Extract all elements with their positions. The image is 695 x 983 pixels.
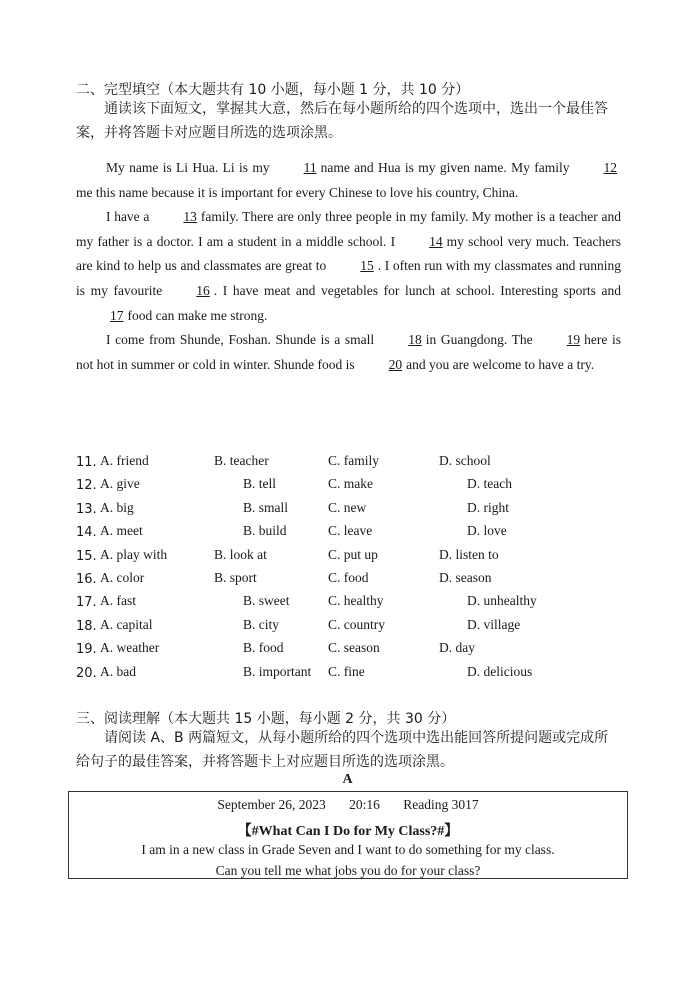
- option-c: C. country: [328, 616, 385, 632]
- post-line-2: Can you tell me what jobs you do for your class?: [215, 863, 481, 878]
- blank-14: 14: [429, 233, 443, 249]
- blank-19: 19: [566, 332, 581, 348]
- section3-title: 三、阅读理解（本大题共 15 小题，每小题 2 分，共 30 分）: [76, 711, 456, 727]
- option-a: A. fast: [100, 593, 136, 609]
- question-number: 15.: [76, 548, 97, 564]
- question-number: 16.: [76, 571, 97, 587]
- option-a: A. play with: [100, 546, 168, 562]
- section2-title: 二、完型填空（本大题共有 10 小题，每小题 1 分，共 10 分）: [76, 82, 470, 98]
- option-b: B. tell: [243, 476, 276, 492]
- option-c: C. season: [328, 640, 380, 656]
- option-d: D. school: [439, 453, 491, 468]
- question-number: 17.: [76, 595, 97, 611]
- question-row: [76, 663, 636, 686]
- post-date: September 26, 2023: [217, 797, 326, 812]
- blank-20: 20: [388, 356, 403, 372]
- section3-instruction: 请阅读 A、B 两篇短文，从每小题所给的四个选项中选出能回答所提问题或完成所给句子的最佳答案，并将答题卡上对应题目所选的选项涂黑。: [76, 730, 609, 770]
- option-d: D. love: [467, 523, 507, 539]
- option-d: D. season: [439, 569, 492, 585]
- question-number: 20.: [76, 665, 97, 681]
- passage-paragraph-3: I come from Shunde, Foshan. Shunde is a small 18 in Guangdong. The 19 here is not hot in summer or cold in winter. Shunde food is 20 and you are welcome to have a try.: [76, 328, 621, 377]
- blank-12: 12: [603, 160, 617, 175]
- option-a: A. big: [100, 499, 134, 515]
- question-number: 19.: [76, 642, 97, 658]
- part-a-label: A: [342, 772, 353, 787]
- question-number: 18.: [76, 618, 97, 634]
- question-number: 12.: [76, 478, 97, 494]
- option-c: C. make: [328, 476, 373, 492]
- section2-instruction: 通读该下面短文，掌握其大意，然后在每小题所给的四个选项中，选出一个最佳答案，并将答题卡对应题目所选的选项涂黑。: [76, 101, 608, 141]
- post-meta: [69, 797, 627, 813]
- question-row: [76, 639, 636, 662]
- question-row: [76, 569, 636, 592]
- option-b: B. look at: [214, 546, 267, 562]
- passage-paragraph-1: My name is Li Hua. Li is my 11 name and Hua is my given name. My family 12me this name because it is important for every Chinese to love his country, China.: [76, 156, 621, 205]
- question-row: [76, 592, 636, 615]
- blank-13: 13: [183, 209, 197, 225]
- post-reading-count: Reading 3017: [403, 797, 479, 812]
- question-number: 14.: [76, 525, 97, 541]
- option-b: B. city: [243, 616, 279, 632]
- option-c: C. family: [328, 453, 379, 468]
- blank-18: 18: [408, 332, 422, 348]
- option-b: B. teacher: [214, 453, 269, 468]
- option-d: D. listen to: [439, 546, 499, 562]
- question-number: 11.: [76, 455, 97, 470]
- option-b: B. build: [243, 523, 287, 539]
- question-number: 13.: [76, 501, 97, 517]
- option-c: C. fine: [328, 663, 365, 679]
- option-c: C. healthy: [328, 593, 384, 609]
- option-d: D. teach: [467, 476, 512, 492]
- question-row: [76, 522, 636, 545]
- question-row: [76, 475, 636, 498]
- option-a: A. color: [100, 569, 145, 585]
- blank-16: 16: [196, 282, 210, 298]
- option-c: C. leave: [328, 523, 373, 539]
- option-a: A. capital: [100, 616, 153, 632]
- question-row: [76, 546, 636, 569]
- option-a: A. weather: [100, 640, 160, 656]
- option-d: D. right: [467, 499, 509, 515]
- option-a: A. give: [100, 476, 140, 492]
- option-b: B. sweet: [243, 593, 290, 609]
- option-a: A. meet: [100, 523, 143, 539]
- question-row: [76, 616, 636, 639]
- blank-15: 15: [360, 258, 374, 274]
- post-heading: 【#What Can I Do for My Class?#】: [237, 824, 459, 839]
- option-d: D. delicious: [467, 663, 533, 679]
- option-b: B. small: [243, 499, 289, 515]
- cloze-passage: [76, 156, 621, 377]
- post-line-1: I am in a new class in Grade Seven and I want to do something for my class.: [141, 842, 555, 857]
- forum-post-box: [68, 791, 628, 879]
- option-c: C. put up: [328, 546, 378, 562]
- option-c: C. new: [328, 499, 367, 515]
- blank-17: 17: [110, 307, 124, 323]
- option-a: A. friend: [100, 453, 149, 468]
- option-b: B. food: [243, 640, 284, 656]
- option-b: B. important: [243, 663, 312, 679]
- blank-11: 11: [303, 160, 317, 175]
- question-options-list: [76, 452, 636, 686]
- option-d: D. village: [467, 616, 521, 632]
- question-row: [76, 499, 636, 522]
- post-time: 20:16: [349, 797, 380, 812]
- passage-paragraph-2: I have a 13 family. There are only three people in my family. My mother is a teacher and my father is a doctor. I am a student in a middle school. I 14 my school very much. Teachers are kind to help us and classmates are great to 15 . I often run with my classmates and running is my favourite 16 . I have meat and vegetables for lunch at school. Interesting sports and17 food can make me strong.: [76, 205, 621, 328]
- option-c: C. food: [328, 569, 369, 585]
- option-b: B. sport: [214, 569, 257, 585]
- option-d: D. unhealthy: [467, 593, 537, 609]
- option-a: A. bad: [100, 663, 136, 679]
- option-d: D. day: [439, 640, 475, 656]
- question-row: [76, 452, 636, 475]
